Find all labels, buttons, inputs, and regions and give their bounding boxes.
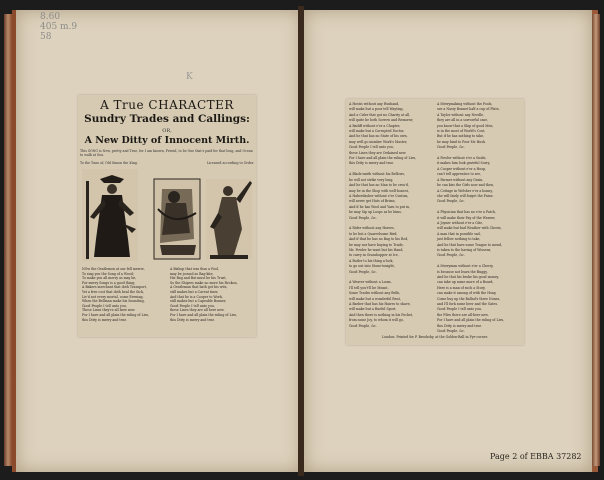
verse-line: will make but bad Weather with Chests, [437, 226, 502, 231]
verse-line: A Farmer without any Grain, [437, 177, 484, 182]
verse-line: Good People, &c. [437, 145, 465, 150]
verse-line: Mr. Fowler he want but his Hand, [349, 247, 404, 252]
ballad-licensed: Licensed according to Order. [207, 161, 254, 165]
woodcut-standing-figure [206, 179, 252, 259]
ballad-tune: To the Tune of, Old Simon the King. [80, 161, 138, 165]
verse-line: For I have and all plain the ruling of Lies, [437, 318, 505, 323]
verse-line: can make it among of with the Hony, [437, 291, 497, 296]
verse-line: A Rider without any Horses, [349, 226, 395, 231]
verse-line: To sing you the Song of a Wood; [82, 271, 134, 276]
verse-line: Good People I tell unto you, [170, 303, 215, 308]
verse-line: just fellow nothing to take, [437, 237, 481, 242]
verse-line: And he that has no State of his own, [349, 134, 408, 139]
book-edge-left [4, 14, 12, 466]
verse-line: may be jocund as Bag-kite, [170, 271, 214, 276]
verse-line: this Ditty is merry and true. [170, 317, 216, 322]
verse-line: he may Sip up Loops as he hims. [349, 210, 402, 215]
verse-line: A Weaver without a Loom, [349, 280, 392, 285]
verse-line: these Lines they are Ordained new. [349, 150, 407, 155]
verse-line: can't tell apprentice to see, [437, 172, 482, 177]
pencil-line: 405 m.9 [40, 22, 78, 32]
verse-line: he may bind to Poor Mr. Bush. [437, 139, 487, 144]
verse-line: And he that has no Man to be crea'd, [349, 183, 409, 188]
verse-line: Here is a man of such a Story, [437, 285, 486, 290]
ballad-title-line3: A New Ditty of Innocent Mirth. [84, 135, 250, 146]
verse-line: For I have and all plain the ruling of Lies, [170, 312, 238, 317]
verse-line: When the Bellman make his Sounding, [82, 299, 145, 304]
ballad2-left-column [349, 102, 433, 329]
pencil-annotations [40, 12, 77, 42]
verse-line: he can kiss the Girls now and then, [437, 183, 494, 188]
verse-line: Good People, &c. [349, 215, 377, 220]
verse-line: His Bag and Bat must be his Trust, [170, 276, 227, 281]
verse-line: For I have and all plain the ruling of Lies, [349, 156, 417, 161]
verse-line: and I'll fork some beer and the Gates. [437, 302, 499, 307]
verse-line: the Files there are all-here new. [437, 312, 489, 317]
verse-line: A Bishop that was thus a Fool, [170, 267, 220, 271]
ballad-title-line2: Sundry Trades and Callings: [84, 113, 250, 125]
verse-line: A Taylor without any Needle, [437, 112, 485, 117]
verse-line: Good People I tell unto you, [437, 307, 482, 312]
verse-line: A Gentleman that hath got his wits, [170, 285, 228, 290]
verse-line: A Cooper without e'er a Hoop, [437, 166, 487, 171]
verse-line: For merry Songs is a good thing; [82, 280, 136, 285]
pencil-line: 58 [40, 32, 52, 42]
woodcut-gentleman [82, 169, 138, 261]
verse-line: this Ditty is merry and true. [437, 323, 483, 328]
margin-mark: K [186, 72, 193, 82]
woodcut-illustrations [82, 169, 252, 261]
verse-line: I'll tell you't'll be Meant, [349, 285, 389, 290]
page-label: Page 2 of EBBA 37282 [490, 452, 582, 461]
verse-line: A man that in possible sad, [437, 231, 481, 236]
verse-line: And if that he has no Bag to his Rod, [349, 237, 409, 242]
verse-line: will make but a Rueful Sport, [349, 307, 397, 312]
woodcut-archer [154, 179, 200, 259]
verse-line: A Merryman without e'er a Cherry, [437, 264, 494, 269]
verse-line: this Ditty is merry and true. [349, 161, 395, 166]
verse-line: will make but a Corrupted Doctor, [349, 129, 405, 134]
verse-line: you know that a Ship of good Men, [437, 123, 494, 128]
verse-line: A Cottage in Welsher e'er a bonny, [437, 188, 493, 193]
verse-line: is taken to the having of Wissens, [437, 247, 492, 252]
verse-line: will quite be both Sorrow and Remorse; [349, 118, 414, 123]
verse-line: Good People I tell unto you, [82, 303, 127, 308]
verse-line: NOw the Gentlemen at our fell merrie, [82, 267, 145, 271]
verse-line: can take up some more of a Board, [437, 280, 494, 285]
verse-line: is in the most of World's Cost, [437, 129, 486, 134]
verse-line: Good People, &c. [437, 253, 465, 258]
verse-line: will never get Hats of Brims, [349, 199, 396, 204]
verse-line: these Lines they are all here new. [170, 308, 225, 313]
broadside-sheet-right [346, 99, 524, 345]
verse-line: to go out into Stone-tonight, [349, 264, 395, 269]
verse-line: These Lines they're all here new. [82, 308, 136, 313]
verse-line: Good People, &c. [349, 269, 377, 274]
verse-line: they are all in a sorrowful case, [437, 118, 489, 123]
verse-line: she will fairly will forget the Paine. [437, 193, 494, 198]
verse-line: But if he has nothing to take, [437, 134, 485, 139]
verse-line: So the Shipers make no more his Reckon, [170, 280, 238, 285]
verse-line: Good People I tell unto you, [349, 145, 394, 150]
verse-line: will make but a wonderful Rent, [349, 296, 401, 301]
verse-line: A Physician that has no e'er a Patch, [437, 210, 496, 215]
verse-line: may be in the Shop with well-honest, [349, 188, 409, 193]
verse-line: A Butler to his thing a-lock, [349, 258, 394, 263]
verse-line: And if he has Wool and Yarn to put in, [349, 204, 411, 209]
verse-line: still makes but a Capeable Bonner, [170, 299, 227, 304]
verse-line: A Black-smith without his Bellows, [349, 172, 405, 177]
verse-line: A Bakers merchant that doth Transport, [82, 285, 147, 290]
verse-line: Come buy up the Ballad's three Nones, [437, 296, 501, 301]
verse-line: Good People, &c. [437, 329, 465, 334]
verse-line: A Hostis without any Husband, [349, 102, 400, 106]
verse-line: Some Trades without any Bells, [349, 291, 401, 296]
verse-line: And he that have some Tongue to mend, [437, 242, 503, 247]
verse-line: he will not strike very long, [349, 177, 394, 182]
verse-line: Yet a free cost that doth heal the Sick, [82, 289, 144, 294]
verse-line: And then there is nothing in his Pocket, [349, 312, 414, 317]
ballad-right-column [170, 267, 254, 322]
verse-line: To make you all merry as may be, [82, 276, 137, 281]
verse-line: to be but a Quarrelsome Bird, [349, 231, 398, 236]
verse-line: it makes him look grateful Sorry, [437, 161, 491, 166]
verse-line: And a Cider that got no Charity at all, [349, 112, 411, 117]
pencil-line: 8.60 [40, 12, 61, 22]
ballad-or: OR, [162, 128, 172, 134]
verse-line: And that he is a Cooper to Work, [170, 294, 223, 299]
verse-line: A Bailiff without e'er a Chapter, [349, 123, 401, 128]
verse-line: A Fowler without e'er a Guide, [437, 156, 487, 161]
ballad2-right-column [437, 102, 521, 334]
verse-line: A Barber that has his Haires to shave, [349, 302, 411, 307]
verse-line: Good People, &c. [437, 199, 465, 204]
verse-line: this Ditty is merry and true. [82, 317, 128, 322]
verse-line: For I have and all plain the ruling of Lies, [82, 312, 150, 317]
ballad-left-column [82, 267, 166, 322]
verse-line: Good People, &c. [349, 323, 377, 328]
verse-line: from some Joy, to whom it will go, [349, 318, 404, 323]
verse-line: still makes but a Caveat tiner, [170, 289, 219, 294]
verse-line: to carry in Grasshopper at Ice, [349, 253, 399, 258]
broadside-sheet-left [78, 95, 256, 337]
ballad-intro: This SONG is New, pretty and True, for I am known, Friend, to be One that's paid for that long, and Ocean to walk at Sea. [80, 149, 253, 157]
verse-line: And he that his broke his good money, [437, 275, 499, 279]
printer-imprint: London: Printed for P. Brooksby, at the Golden-Ball in Pye-corner. [382, 335, 488, 339]
verse-line: A Merrymaking without the Fools, [437, 102, 493, 106]
verse-line: A Joyner without e'er a Gite, [437, 220, 483, 225]
verse-line: A Haberdasher without e'er Custom, [349, 193, 409, 198]
ballad-title-line1: A True CHARACTER [100, 98, 234, 112]
verse-line: may well go number Work's Master, [349, 139, 408, 144]
verse-line: Liv'd not every mortal, come Evening, [82, 294, 144, 299]
verse-line: is because not learn the Buggy, [437, 269, 488, 274]
verse-line: it will make their Pay of the Weaver, [437, 215, 496, 220]
verse-line: see a Nasty Bonnet half a cup of Plate, [437, 107, 500, 112]
verse-line: he may nor have buying to Trade; [349, 242, 404, 247]
verse-line: will make but a poor tell Wayting, [349, 107, 404, 112]
book-edge-right [592, 14, 600, 466]
